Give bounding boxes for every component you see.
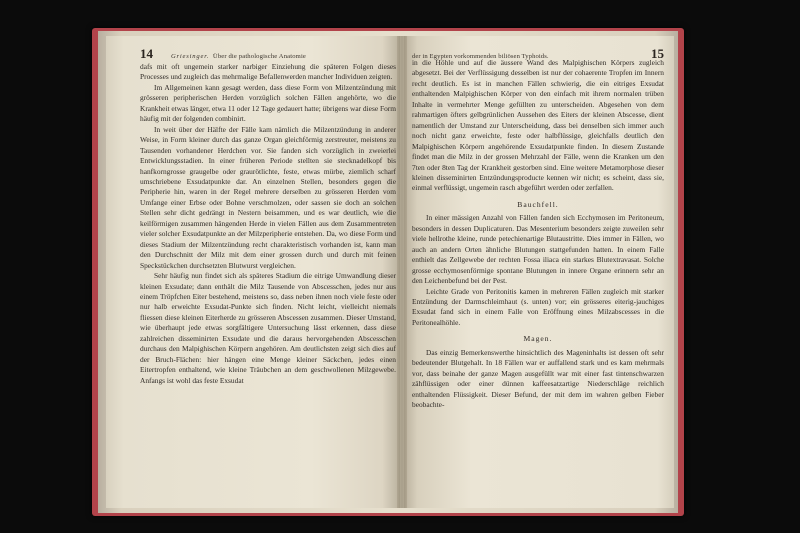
- paragraph: Im Allgemeinen kann gesagt werden, dass diese Form von Milzentzündung mit grösseren peripherischen Herden vorzüglich solchen Fällen angehörte, wo die Krankheit etwas länger, etwa 11 oder 12 Tage gedauert hatte; übrigens war diese Form häufig mit der folgenden combinirt.: [140, 82, 396, 124]
- right-page: [404, 36, 674, 508]
- paragraph: In weit über der Hälfte der Fälle kam nämlich die Milzentzündung in anderer Weise, in Form kleiner durch das ganze Organ gleichförmig zerstreuter, meistens zu Tausenden vorhandener Herdchen vor. Sie fanden sich vorzüglich in zweierlei Entwicklungsstadien. In einer früheren Periode stellten sie stecknadelkopf bis hanfkorngrosse graugelbe oder graurötlichte, feste, etwas mürbe, ziemlich scharf umschriebene Exsudatpunkte dar. An einzelnen Stellen, besonders gegen die Peripherie hin, waren in der Regel mehrere derselben zu grösseren Herden vom Umfange einer Erbse oder Bohne verschmolzen, oder sassen sie doch an solchen Stellen sehr dicht gedrängt in Nestern beisammen, und es war deutlich, wie die keilförmigen zusammen hängenden Herde in vielen Fällen aus dem Zusammentreten vieler solcher Exsudatpunkte an der Milzperipherie entstehen. Da, wo diese Form und dieses Stadium der Milzentzündung recht charakteristisch vorhanden ist, kann man den Durchschnitt der Milz mit dem einer grossen durch und durch mit feinen Speckstückchen durchsetzten Blutwurst vergleichen.: [140, 124, 396, 270]
- left-header-author: Griesinger.: [171, 53, 210, 60]
- left-page-number: 14: [140, 46, 153, 61]
- left-header-title: Über die pathologische Anatomie: [212, 53, 306, 60]
- left-running-header: [140, 46, 392, 62]
- paragraph: In einer mässigen Anzahl von Fällen fanden sich Ecchymosen im Peritoneum, besonders in dessen Duplicaturen. Das Mesenterium besonders zeigte zuweilen sehr viele hellrothe kleine, runde petechienartige Blutaustritte. Dies immer in Fällen, wo auch an andern Orten ähnliche Blutungen stattgefunden hatten. In einem Falle enthielt das Zellgewebe der rechten Fossa iliaca ein starkes Blutextravasat. Solche grosse ecchymosenförmige spontane Blutungen in innere Organe erinnern sehr an den Leichenbefund bei der Pest.: [412, 213, 664, 286]
- left-page: [106, 36, 400, 508]
- right-page-number: 15: [651, 46, 664, 61]
- book-gutter: [397, 36, 407, 508]
- paragraph: Das einzig Bemerkenswerthe hinsichtlich des Mageninhalts ist dessen oft sehr bedeutender Blutgehalt. In 18 Fällen war er auffallend stark und es kam mehrmals vor, dass beinahe der ganze Magen ausgefüllt war mit einer fast tintenschwarzen zähflüssigen oder einer dünnen kaffeesatzartige Niederschläge reichlich enthaltenden Flüssigkeit. Dieser Befund, der mit dem im wahren gelben Fieber beobachte-: [412, 347, 664, 410]
- right-page-text: [412, 58, 664, 411]
- right-intro-text: [412, 58, 664, 194]
- paragraph: Sehr häufig nun findet sich als späteres Stadium die eitrige Umwandlung dieser kleinen Exsudate; dann enthält die Milz Tausende von Abscesschen, jedes nur aus einem Tröpfchen Eiter bestehend, meistens so, dass neben ihnen noch viele feste oder nur halb erweichte Exsudat-Punkte sich finden. Nicht leicht, vielleicht niemals fliessen diese kleinen Eiterherde zu grösseren Abscessen zusammen. Dieser Umstand, wie überhaupt jede etwas sorgfältigere Untersuchung lässt erkennen, dass diese zahlreichen disseminirten Exsudate und die daraus hervorgehenden Abscesschen durchaus den Malpighischen Körpern angehören. Am deutlichsten zeigt sich dies auf der Bruch-Flächen: hier hängen eine Menge kleiner Säckchen, jedes einen Eitertropfen enthaltend, wie kleine Träubchen an dem geschwollenen Milzgewebe. Anfangs ist wohl das feste Exsudat: [140, 271, 396, 385]
- bauchfell-text: [412, 213, 664, 328]
- left-page-text: [140, 62, 396, 386]
- paragraph: in die Höhle und auf die äussere Wand des Malpighischen Körpers zugleich abgesetzt. Bei der Verflüssigung desselben ist nur der cohaerente Tropfen im Innern recht deutlich. Es ist in manchen Fällen schwierig, die ein eitriges Exsudat enthaltenden Malpighischen Körper von den einfach mit ihrem normalen trüben Inhalte in vermehrter Menge gefüllten zu unterscheiden. Abgesehen von dem rahmartigen öfters gelbgrünlichen Aussehen des Eiters der kleinen Abscesse, dient namentlich der Umstand zur Unterscheidung, dass bei denselben sich immer auch noch nicht ganz erweichte, feste oder halbflüssige, gleichfalls deutlich den Malpighischen Körpern angehörende Exsudatpunkte finden. In diesem Zustande findet man die Milz in der grossen Mehrzahl der Fälle, wenn die Kranken um den 7ten oder 8ten Tag der Krankheit gestorben sind. Eine weitere Metamorphose dieser kleinen disseminirten Entzündungsproducte kennen wir nicht; es scheint, dass sie, einmal verflüssigt, ungemein rasch abgeführt werden oder zerfallen.: [412, 58, 664, 193]
- section-heading-bauchfell: Bauchfell.: [517, 199, 559, 209]
- magen-text: [412, 348, 664, 411]
- paragraph: dafs mit oft ungemein starker narbiger Einziehung die späteren Folgen dieses Processes und zugleich das mehrmalige Befallenwerden mancher Individuen zeigten.: [140, 62, 396, 82]
- right-header-title: der in Egypten vorkommenden biliösen Typhoids.: [412, 53, 549, 60]
- section-heading-magen: Magen.: [523, 334, 553, 344]
- paragraph: Leichte Grade von Peritonitis kamen in mehreren Fällen zugleich mit starker Entzündung der Darmschleimhaut (s. unten) vor; ein grösseres eiterig-jauchiges Exsudat fand sich in einem Falle von Eröffnung eines Milzabscesses in die Peritonealhöhle.: [412, 286, 664, 327]
